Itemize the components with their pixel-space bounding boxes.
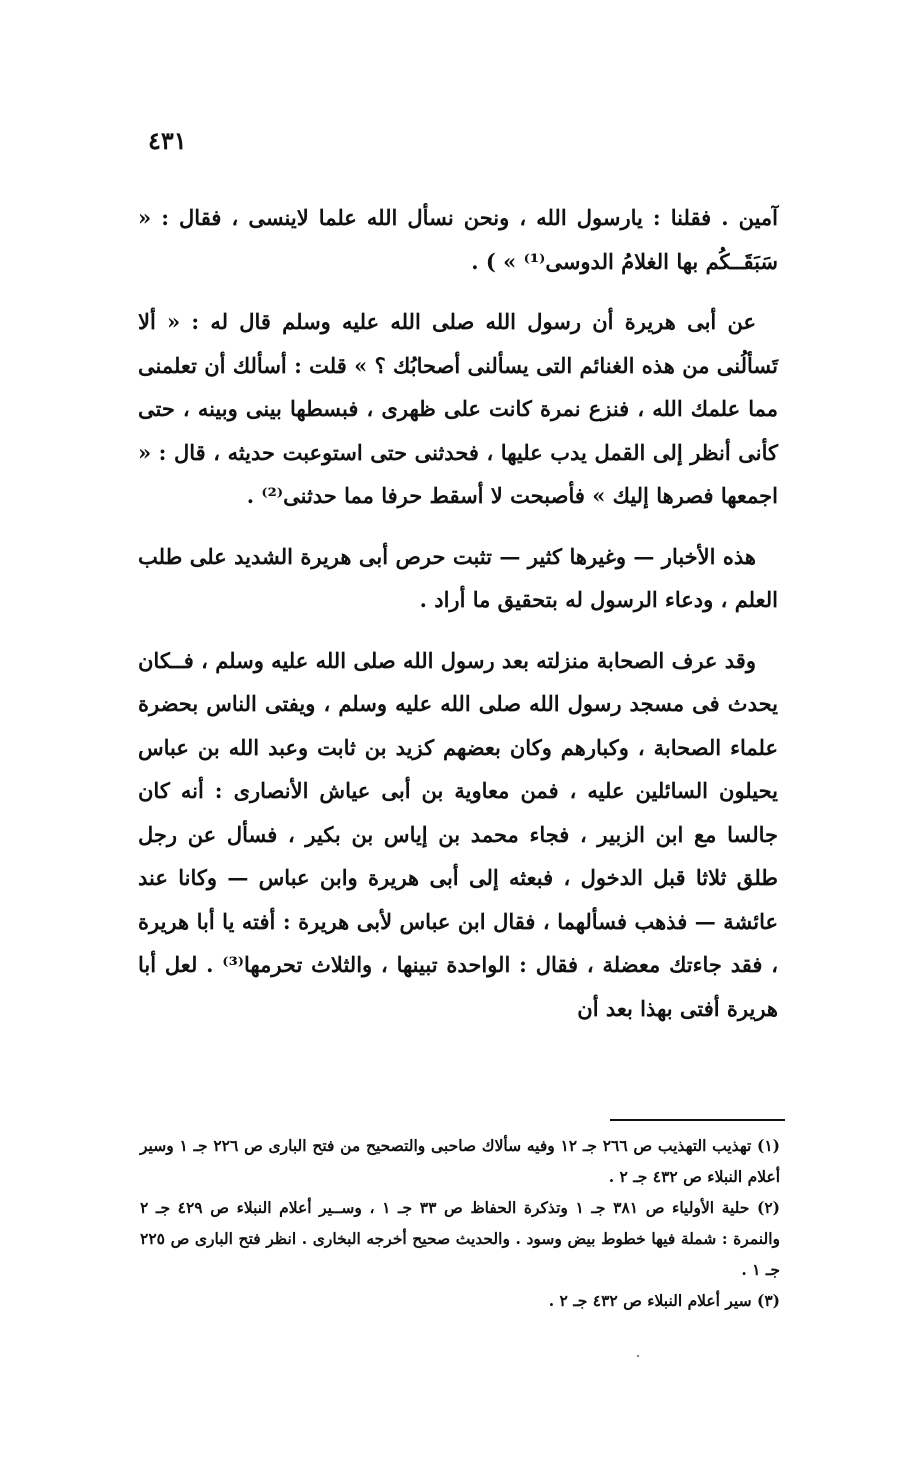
footnote-1: (١) تهذيب التهذيب ص ٢٦٦ جـ ١٢ وفيه سألاك صاحبى والتصحيح من فتح البارى ص ٢٢٦ جـ ١ وسير أعلام النبلاء ص ٤٣٢ جـ ٢ . <box>140 1136 781 1186</box>
main-text <box>138 196 778 1047</box>
footnote-2: (٢) حلية الأولياء ص ٣٨١ جـ ١ وتذكرة الحفاظ ص ٣٣ جـ ١ ، وســير أعلام النبلاء ص ٤٢٩ جـ ٢ والنمرة : شملة فيها خطوط بيض وسود . والحديث صحيح أخرجه البخارى . انظر فتح البارى ص ٢٢٥ جـ ١ . <box>140 1198 780 1279</box>
paragraph-2: عن أبى هريرة أن رسول الله صلى الله عليه وسلم قال له : « ألا تَسألُنى من هذه الغنائم التى يسألنى أصحابُك ؟ » قلت : أسألك أن تعلمنى مما علمك الله ، فنزع نمرة كانت على ظهرى ، فبسطها بينى وبينه ، حتى كأنى أنظر إلى القمل يدب عليها ، فحدثنى حتى استوعبت حديثه ، قال : « اجمعها فصرها إليك » فأصبحت لا أسقط حرفا مما حدثنى⁽²⁾ . <box>138 309 779 508</box>
footnote-divider <box>610 1119 785 1121</box>
page-number: ٤٣١ <box>148 126 187 155</box>
paragraph-1: آمين . فقلنا : يارسول الله ، ونحن نسأل الله علما لاينسى ، فقال : « سَبَقَــكُم بها الغلامُ الدوسى⁽¹⁾ » ) . <box>138 205 778 274</box>
paragraph-4: وقد عرف الصحابة منزلته بعد رسول الله صلى الله عليه وسلم ، فــكان يحدث فى مسجد رسول الله صلى الله عليه وسلم ، ويفتى الناس بحضرة علماء الصحابة ، وكبارهم وكان بعضهم كزيد بن ثابت وعبد الله بن عباس يحيلون السائلين عليه ، فمن معاوية بن أبى عياش الأنصارى : أنه كان جالسا مع ابن الزبير ، فجاء محمد بن إياس بن بكير ، فسأل عن رجل طلق ثلاثا قبل الدخول ، فبعثه إلى أبى هريرة وابن عباس — وكانا عند عائشة — فذهب فسألهما ، فقال ابن عباس لأبى هريرة : أفته يا أبا هريرة ، فقد جاءتك معضلة ، فقال : الواحدة تبينها ، والثلاث تحرمها⁽³⁾ . لعل أبا هريرة أفتى بهذا بعد أن <box>138 647 778 1021</box>
paragraph-3: هذه الأخبار — وغيرها كثير — تثبت حرص أبى هريرة الشديد على طلب العلم ، ودعاء الرسول له بتحقيق ما أراد . <box>138 543 778 612</box>
scan-speck <box>637 1355 639 1357</box>
footnote-3: (٣) سير أعلام النبلاء ص ٤٣٢ جـ ٢ . <box>548 1291 780 1310</box>
footnotes <box>140 1130 780 1316</box>
